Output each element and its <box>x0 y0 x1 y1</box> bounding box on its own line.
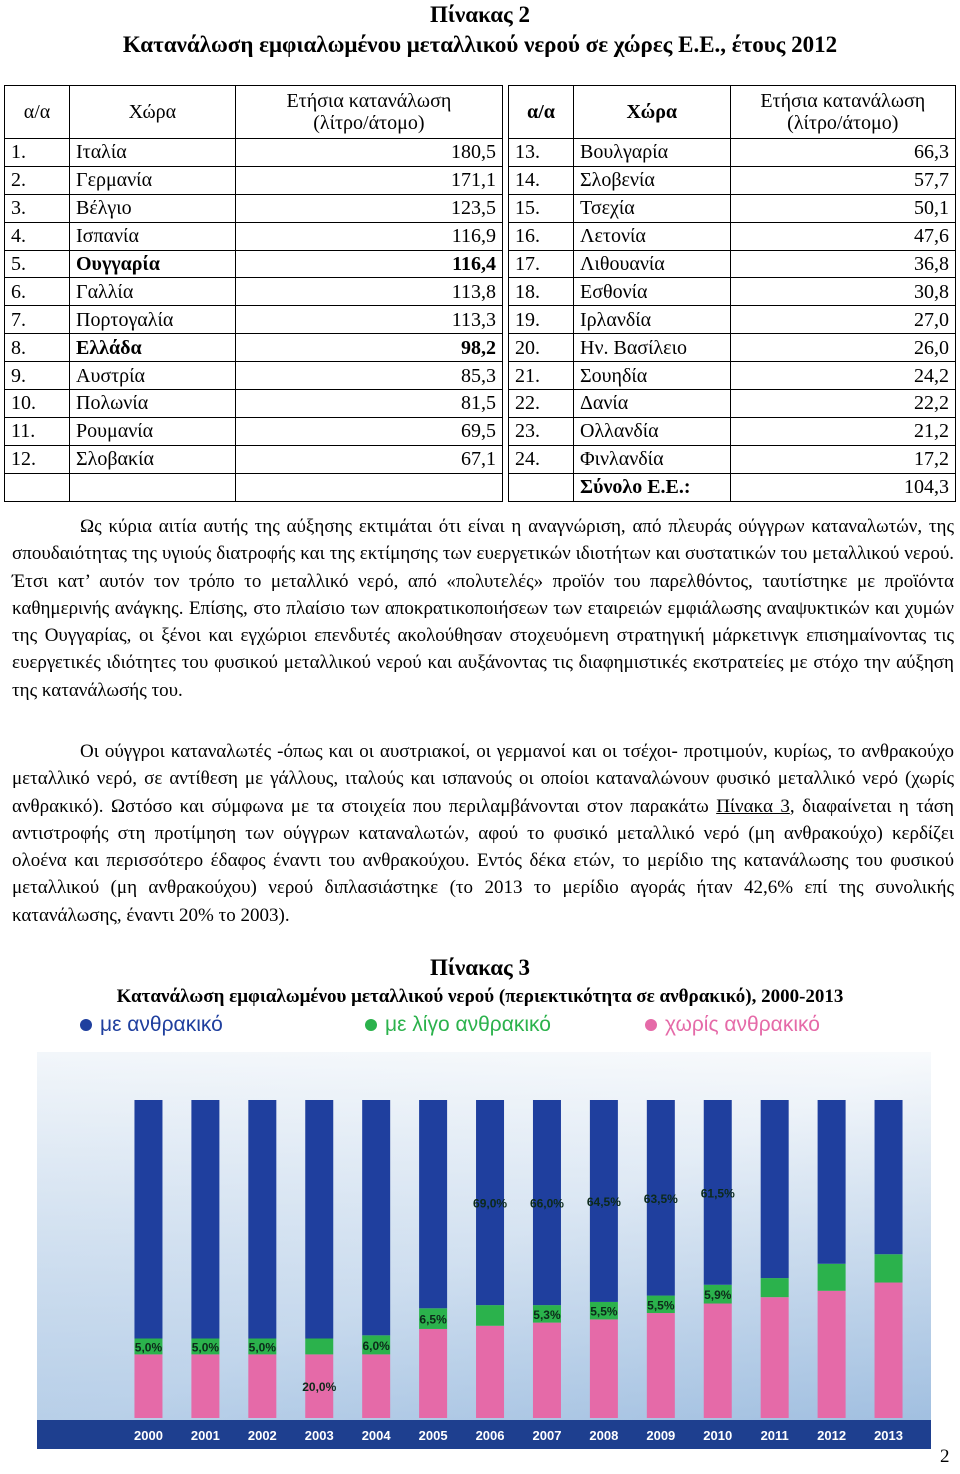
x-tick-label: 2013 <box>874 1428 903 1443</box>
row-value: 21,2 <box>730 417 955 445</box>
bar-segment <box>476 1326 504 1418</box>
bar-segment <box>191 1354 219 1418</box>
bar-segment <box>761 1278 789 1297</box>
table-row <box>509 306 956 334</box>
row-country: Δανία <box>574 390 731 418</box>
data-label: 5,0% <box>248 1340 277 1355</box>
bar-segment <box>305 1339 333 1355</box>
x-tick-label: 2004 <box>361 1428 391 1443</box>
row-number: 10. <box>5 390 70 418</box>
table-row <box>509 166 956 194</box>
data-label: 5,9% <box>704 1288 732 1303</box>
row-value: 50,1 <box>730 194 955 222</box>
data-label: 5,3% <box>533 1307 561 1322</box>
table3-link[interactable]: Πίνακα 3 <box>716 795 790 817</box>
bar-segment <box>818 1291 846 1418</box>
row-country: Πολωνία <box>70 390 236 418</box>
row-country: Ιταλία <box>70 139 236 167</box>
row-country: Γαλλία <box>70 278 236 306</box>
row-number: 24. <box>509 445 574 473</box>
table-row <box>509 139 956 167</box>
table3-subtitle: Κατανάλωση εμφιαλωμένου μεταλλικού νερού (περιεκτικότητα σε ανθρακικό), 2000-2013 <box>116 986 844 1007</box>
row-number: 14. <box>509 166 574 194</box>
x-tick-label: 2010 <box>703 1428 733 1443</box>
bar-segment <box>248 1354 276 1418</box>
row-value: 171,1 <box>235 166 502 194</box>
row-number: 4. <box>5 222 70 250</box>
bar-segment <box>305 1100 333 1339</box>
bar-segment <box>134 1354 162 1418</box>
bar-segment <box>761 1297 789 1418</box>
table-row <box>5 222 503 250</box>
data-label: 61,5% <box>700 1186 735 1201</box>
total-value: 104,3 <box>730 473 955 501</box>
data-label: 5,5% <box>590 1304 618 1319</box>
row-country: Ολλανδία <box>574 417 731 445</box>
table-row <box>509 278 956 306</box>
table2-subtitle: Κατανάλωση εμφιαλωμένου μεταλλικού νερού σε χώρες Ε.Ε., έτους 2012 <box>122 32 838 57</box>
table2-title: Πίνακας 2 <box>429 2 531 27</box>
row-number: 16. <box>509 222 574 250</box>
bar-segment <box>134 1100 162 1339</box>
data-label: 64,5% <box>586 1194 621 1209</box>
page-number: 2 <box>940 1446 950 1467</box>
table-row <box>509 417 956 445</box>
row-country: Βέλγιο <box>70 194 236 222</box>
row-number: 3. <box>5 194 70 222</box>
header-country: Χώρα <box>574 86 731 139</box>
row-value: 36,8 <box>730 250 955 278</box>
row-country: Γερμανία <box>70 166 236 194</box>
x-tick-label: 2002 <box>247 1428 277 1443</box>
table-row <box>5 194 503 222</box>
bar-segment <box>191 1100 219 1339</box>
row-country: Σλοβακία <box>70 445 236 473</box>
row-number: 23. <box>509 417 574 445</box>
data-label: 63,5% <box>643 1191 678 1206</box>
data-label: 66,0% <box>529 1196 564 1211</box>
row-value: 27,0 <box>730 306 955 334</box>
row-number: 7. <box>5 306 70 334</box>
row-country: Ισπανία <box>70 222 236 250</box>
row-value: 113,3 <box>235 306 502 334</box>
row-value: 116,4 <box>235 250 502 278</box>
table-header-row <box>509 86 956 139</box>
bar-segment <box>818 1100 846 1264</box>
table-row <box>509 222 956 250</box>
table-row <box>5 139 503 167</box>
row-value: 67,1 <box>235 445 502 473</box>
total-label: Σύνολο Ε.Ε.: <box>574 473 731 501</box>
row-value: 85,3 <box>235 362 502 390</box>
data-label: 20,0% <box>302 1380 337 1395</box>
table-header-row <box>5 86 503 139</box>
legend-item-still: χωρίς ανθρακικό <box>645 1013 820 1037</box>
x-tick-label: 2000 <box>134 1428 163 1443</box>
row-country: Ουγγαρία <box>70 250 236 278</box>
row-number: 1. <box>5 139 70 167</box>
row-country: Πορτογαλία <box>70 306 236 334</box>
legend-dot-icon <box>645 1019 657 1031</box>
row-value: 26,0 <box>730 334 955 362</box>
table-row <box>5 250 503 278</box>
bar-segment <box>533 1323 561 1418</box>
table-row <box>5 278 503 306</box>
bar-segment <box>419 1100 447 1308</box>
table-row <box>5 445 503 473</box>
legend-dot-icon <box>80 1019 92 1031</box>
header-aa: α/α <box>5 86 70 139</box>
row-country: Λιθουανία <box>574 250 731 278</box>
data-label: 69,0% <box>473 1196 508 1211</box>
bar-segment <box>362 1354 390 1418</box>
paragraph-1: Ως κύρια αιτία αυτής της αύξησης εκτιμάται ότι είναι η αναγνώριση, από πλευράς ούγγρων καταναλωτών, της σπουδαιότητας της υγιούς διατροφής και της εκτίμησης των ευεργετικών ιδιοτήτων και συστατικών του μεταλλικού νερού. Έτσι κατ’ αυτόν τον τρόπο το μεταλλικό νερό, από «πολυτελές» προϊόν του παρελθόντος, ταυτίστηκε με προϊόντα καθημερινής ανάγκης. Επίσης, στο πλαίσιο των αποκρατικοποιήσεων των εταιρειών εμφιάλωσης αναψυκτικών και χυμών της Ουγγαρίας, οι ξένοι και εγχώριοι επενδυτές ακολούθησαν στοχευόμενη στρατηγική μάρκετινγκ επισημαίνοντας τις ευεργετικές ιδιότητες του φυσικού μεταλλικού νερού και αυξάνοντας τις διαφημιστικές εκστρατείες με στόχο την αύξηση της κατανάλωσής του. <box>12 516 954 701</box>
row-country: Λετονία <box>574 222 731 250</box>
data-label: 5,5% <box>647 1298 675 1313</box>
table2-right <box>508 85 956 502</box>
table-row <box>5 306 503 334</box>
row-number: 8. <box>5 334 70 362</box>
row-value: 30,8 <box>730 278 955 306</box>
row-country: Φινλανδία <box>574 445 731 473</box>
table-row <box>509 362 956 390</box>
row-value: 113,8 <box>235 278 502 306</box>
bar-segment <box>248 1100 276 1339</box>
stacked-bar-chart <box>37 1052 931 1449</box>
bar-segment <box>476 1305 504 1326</box>
row-value: 69,5 <box>235 417 502 445</box>
x-tick-label: 2006 <box>475 1428 505 1443</box>
row-number: 2. <box>5 166 70 194</box>
table-row <box>509 334 956 362</box>
bar-segment <box>875 1254 903 1282</box>
row-number: 15. <box>509 194 574 222</box>
table-row <box>5 390 503 418</box>
row-number: 19. <box>509 306 574 334</box>
x-tick-label: 2001 <box>190 1428 220 1443</box>
row-country: Σουηδία <box>574 362 731 390</box>
x-tick-label: 2005 <box>418 1428 448 1443</box>
row-value: 81,5 <box>235 390 502 418</box>
row-country: Βουλγαρία <box>574 139 731 167</box>
row-value: 22,2 <box>730 390 955 418</box>
row-country: Ρουμανία <box>70 417 236 445</box>
header-consumption: Ετήσια κατανάλωση (λίτρο/άτομο) <box>730 86 955 139</box>
row-value: 24,2 <box>730 362 955 390</box>
data-label: 6,5% <box>419 1312 447 1327</box>
bar-segment <box>761 1100 789 1278</box>
row-country: Αυστρία <box>70 362 236 390</box>
table-row <box>5 334 503 362</box>
row-number: 9. <box>5 362 70 390</box>
x-tick-label: 2003 <box>304 1428 334 1443</box>
row-value: 123,5 <box>235 194 502 222</box>
row-number: 20. <box>509 334 574 362</box>
row-number: 17. <box>509 250 574 278</box>
table3-title: Πίνακας 3 <box>429 955 531 980</box>
row-country: Ιρλανδία <box>574 306 731 334</box>
bar-segment <box>875 1100 903 1254</box>
x-tick-label: 2009 <box>646 1428 676 1443</box>
bar-segment <box>647 1313 675 1418</box>
table-row <box>5 417 503 445</box>
row-country: Ελλάδα <box>70 334 236 362</box>
paragraph-2 <box>12 738 954 929</box>
row-number: 13. <box>509 139 574 167</box>
table-row <box>509 194 956 222</box>
table2-left <box>4 85 503 502</box>
row-number: 5. <box>5 250 70 278</box>
table-row <box>509 445 956 473</box>
row-country: Τσεχία <box>574 194 731 222</box>
bar-segment <box>362 1100 390 1335</box>
bar-segment <box>818 1264 846 1291</box>
row-number: 21. <box>509 362 574 390</box>
row-value: 180,5 <box>235 139 502 167</box>
x-tick-label: 2011 <box>760 1428 789 1443</box>
row-value: 116,9 <box>235 222 502 250</box>
table-row <box>5 166 503 194</box>
row-value: 57,7 <box>730 166 955 194</box>
total-row <box>509 473 956 501</box>
row-value: 47,6 <box>730 222 955 250</box>
table-row <box>5 362 503 390</box>
legend-dot-icon <box>365 1019 377 1031</box>
row-number: 11. <box>5 417 70 445</box>
bar-segment <box>590 1319 618 1418</box>
bar-segment <box>704 1304 732 1418</box>
row-value: 17,2 <box>730 445 955 473</box>
header-aa: α/α <box>509 86 574 139</box>
table-row <box>509 390 956 418</box>
header-consumption: Ετήσια κατανάλωση (λίτρο/άτομο) <box>235 86 502 139</box>
paragraph-2-text: Οι ούγγροι καταναλωτές -όπως και οι αυστριακοί, οι γερμανοί και οι τσέχοι- προτιμούν, κυρίως, το ανθρακούχο μεταλλικό νερό, σε αντίθεση με γάλλους, ιταλούς και ισπανούς οι οποίοι καταναλώνουν φυσικό μεταλλικό νερό (χωρίς ανθρακικό). Ωστόσο και σύμφωνα με τα στοιχεία που περιλαμβάνονται στον παρακάτω <box>12 741 954 817</box>
row-number: 12. <box>5 445 70 473</box>
row-number: 6. <box>5 278 70 306</box>
data-label: 5,0% <box>134 1340 163 1355</box>
bar-segment <box>875 1283 903 1418</box>
consumption-chart <box>37 1052 931 1449</box>
data-label: 6,0% <box>362 1338 390 1353</box>
row-value: 98,2 <box>235 334 502 362</box>
x-tick-label: 2012 <box>817 1428 847 1443</box>
x-tick-label: 2007 <box>532 1428 562 1443</box>
legend-item-lightly-carbonated: με λίγο ανθρακικό <box>365 1013 551 1037</box>
row-value: 66,3 <box>730 139 955 167</box>
legend-item-carbonated: με ανθρακικό <box>80 1013 223 1037</box>
empty-row <box>5 473 503 501</box>
x-tick-label: 2008 <box>589 1428 619 1443</box>
data-label: 5,0% <box>191 1340 220 1355</box>
row-number: 22. <box>509 390 574 418</box>
header-country: Χώρα <box>70 86 236 139</box>
table-row <box>509 250 956 278</box>
row-country: Ην. Βασίλειο <box>574 334 731 362</box>
paragraph-2-text-end: , διαφαίνεται η τάση αντιστροφής στη προτίμηση των ούγγρων καταναλωτών, αφού το φυσικό μεταλλικό νερό (μη ανθρακούχο) κερδίζει ολοένα και περισσότερο έδαφος έναντι του ανθρακούχου. Εντός δέκα ετών, το μερίδιο της κατανάλωσης του φυσικού μεταλλικού (μη ανθρακούχου) νερού διπλασιάστηκε (το 2013 το μερίδιο αγοράς ήταν 42,6% επί της συνολικής κατανάλωσης, έναντι 20% το 2003). <box>12 795 954 926</box>
bar-segment <box>419 1329 447 1418</box>
row-number: 18. <box>509 278 574 306</box>
row-country: Σλοβενία <box>574 166 731 194</box>
row-country: Εσθονία <box>574 278 731 306</box>
